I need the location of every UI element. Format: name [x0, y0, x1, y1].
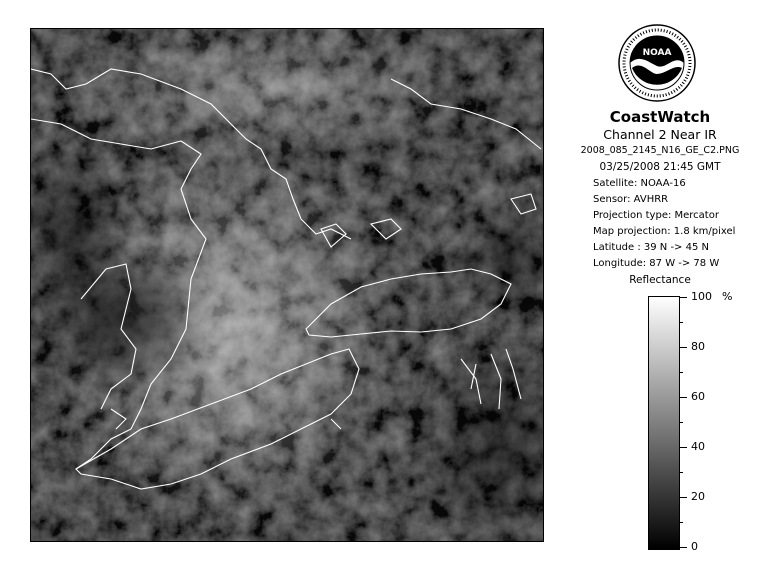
channel-label: Channel 2 Near IR — [603, 127, 717, 142]
noaa-logo — [618, 24, 696, 102]
filename-label: 2008_085_2145_N16_GE_C2.PNG — [580, 145, 740, 156]
satellite-label: Satellite: NOAA-16 — [593, 178, 686, 189]
colorbar-tick-mark — [679, 547, 687, 548]
longitude-label: Longitude: 87 W -> 78 W — [593, 258, 720, 269]
colorbar-minor-tick — [679, 472, 683, 473]
colorbar-tick-label: 20 — [691, 490, 705, 503]
sensor-label: Sensor: AVHRR — [593, 194, 669, 205]
colorbar-tick-label: 60 — [691, 390, 705, 403]
colorbar-tick-mark — [679, 347, 687, 348]
colorbar-minor-tick — [679, 322, 683, 323]
colorbar-minor-tick — [679, 522, 683, 523]
colorbar-tick-mark — [679, 497, 687, 498]
product-title: CoastWatch — [609, 108, 711, 126]
noaa-seal-icon — [618, 24, 696, 102]
datetime-label: 03/25/2008 21:45 GMT — [599, 161, 721, 173]
projection-type-label: Projection type: Mercator — [593, 210, 719, 221]
scale-title: Reflectance — [629, 274, 691, 286]
colorbar-tick-mark — [679, 447, 687, 448]
satellite-image-canvas — [31, 29, 543, 541]
colorbar-minor-tick — [679, 422, 683, 423]
latitude-label: Latitude : 39 N -> 45 N — [593, 242, 709, 253]
colorbar-tick-label: 100 — [691, 290, 712, 303]
reflectance-colorbar — [648, 296, 680, 550]
colorbar-tick-label: 40 — [691, 440, 705, 453]
colorbar-tick-mark — [679, 397, 687, 398]
colorbar-tick-label: 0 — [691, 540, 698, 553]
colorbar-tick-mark — [679, 297, 687, 298]
satellite-image — [30, 28, 544, 542]
colorbar-tick-label: 80 — [691, 340, 705, 353]
colorbar-minor-tick — [679, 372, 683, 373]
logo-text: NOAA — [642, 48, 672, 58]
map-projection-label: Map projection: 1.8 km/pixel — [593, 226, 736, 237]
scale-unit: % — [722, 290, 733, 303]
